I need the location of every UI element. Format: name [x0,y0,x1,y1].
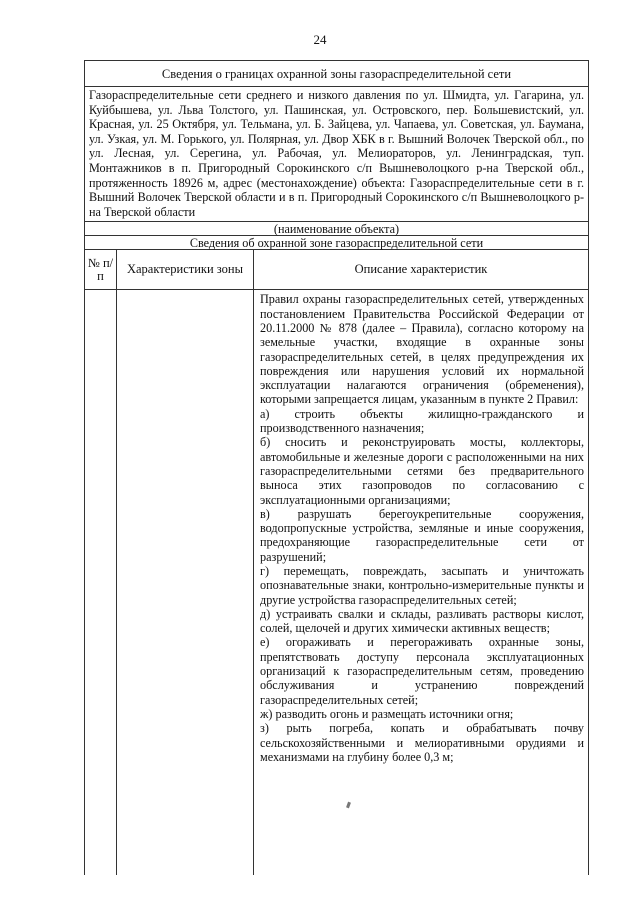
cell-num [85,290,117,875]
object-description-row [85,87,588,222]
description-paragraph: ж) разводить огонь и размещать источники огня; [260,706,514,721]
description-paragraph: Правил охраны газораспределительных сетей, утвержденных постановлением Правительства Российской Федерации от 20.11.2000 № 878 (далее – Правила), согласно которому на земельные участки, входящие в охранные зоны газораспределительных сетей, в целях предупреждения их повреждения или нарушения условий их нормальной эксплуатации налагаются ограничения (обременения), которыми запрещается лицам, указанным в пункте 2 Правил: [260,292,584,407]
zone-heading: Сведения об охранной зоне газораспределительной сети [85,236,588,250]
description-paragraph: а) строить объекты жилищно-гражданского и производственного назначения; [260,406,584,436]
object-caption: (наименование объекта) [85,222,588,236]
page-number: 24 [313,32,327,47]
description-paragraph: е) огораживать и перегораживать охранные зоны, препятствовать доступу персонала эксплуатационных организаций к газораспределительным сетям, проведению обслуживания и устранению повреждений газораспределительных сетей; [260,635,584,707]
description-paragraph: б) сносить и реконструировать мосты, коллекторы, автомобильные и железные дороги с расположенными на них газораспределительными сетями без предварительного выноса этих газопроводов по согласованию с эксплуатационными организациями; [260,435,584,507]
header-description: Описание характеристик [354,262,488,277]
header-num: № п/п [85,250,117,289]
object-description: Газораспределительные сети среднего и низкого давления по ул. Шмидта, ул. Гагарина, ул. Куйбышева, ул. Льва Толстого, ул. Пашинская, ул. Островского, пер. Большевистский, ул. Красная, ул. 25 Октября, ул. Тельмана, ул. Б. Зайцева, ул. Чапаева, ул. Советская, ул. Баумана, ул. Узкая, ул. М. Горького, ул. Полярная, ул. Двор ХБК в г. Вышний Волочек Тверской обл., по ул. Лесная, ул. Серегина, ул. Рабочая, ул. Мелиораторов, ул. Ленинградская, туп. Монтажников в п. Пригородный Сорокинского с/п Вышневолоцкого р-на Тверской обл., протяженность 18926 м, адрес (местонахождение) объекта: Газораспределительные сети в г. Вышний Волочек Тверской области и в п. Пригородный Сорокинского с/п Вышневолоцкого р-на Тверской области [89,88,584,219]
section-heading: Сведения о границах охранной зоны газораспределительной сети [85,61,588,87]
cell-description [254,290,588,875]
header-characteristics: Характеристики зоны [117,250,254,289]
description-paragraph: д) устраивать свалки и склады, разливать растворы кислот, солей, щелочей и других химически активных веществ; [260,606,584,636]
table-body-row [85,290,588,875]
table-header-row [85,250,588,290]
cell-characteristics [117,290,254,875]
description-paragraph: г) перемещать, повреждать, засыпать и уничтожать опознавательные знаки, контрольно-измерительные пункты и другие устройства газораспределительных сетей; [260,563,584,607]
description-paragraph: з) рыть погреба, копать и обрабатывать почву сельскохозяйственными и мелиоративными орудиями и механизмами на глубину более 0,3 м; [260,721,584,764]
description-paragraph: в) разрушать берегоукрепительные сооружения, водопропускные устройства, земляные и иные сооружения, предохраняющие газораспределительные сети от разрушений; [260,506,584,564]
zone-info-table [84,60,589,875]
